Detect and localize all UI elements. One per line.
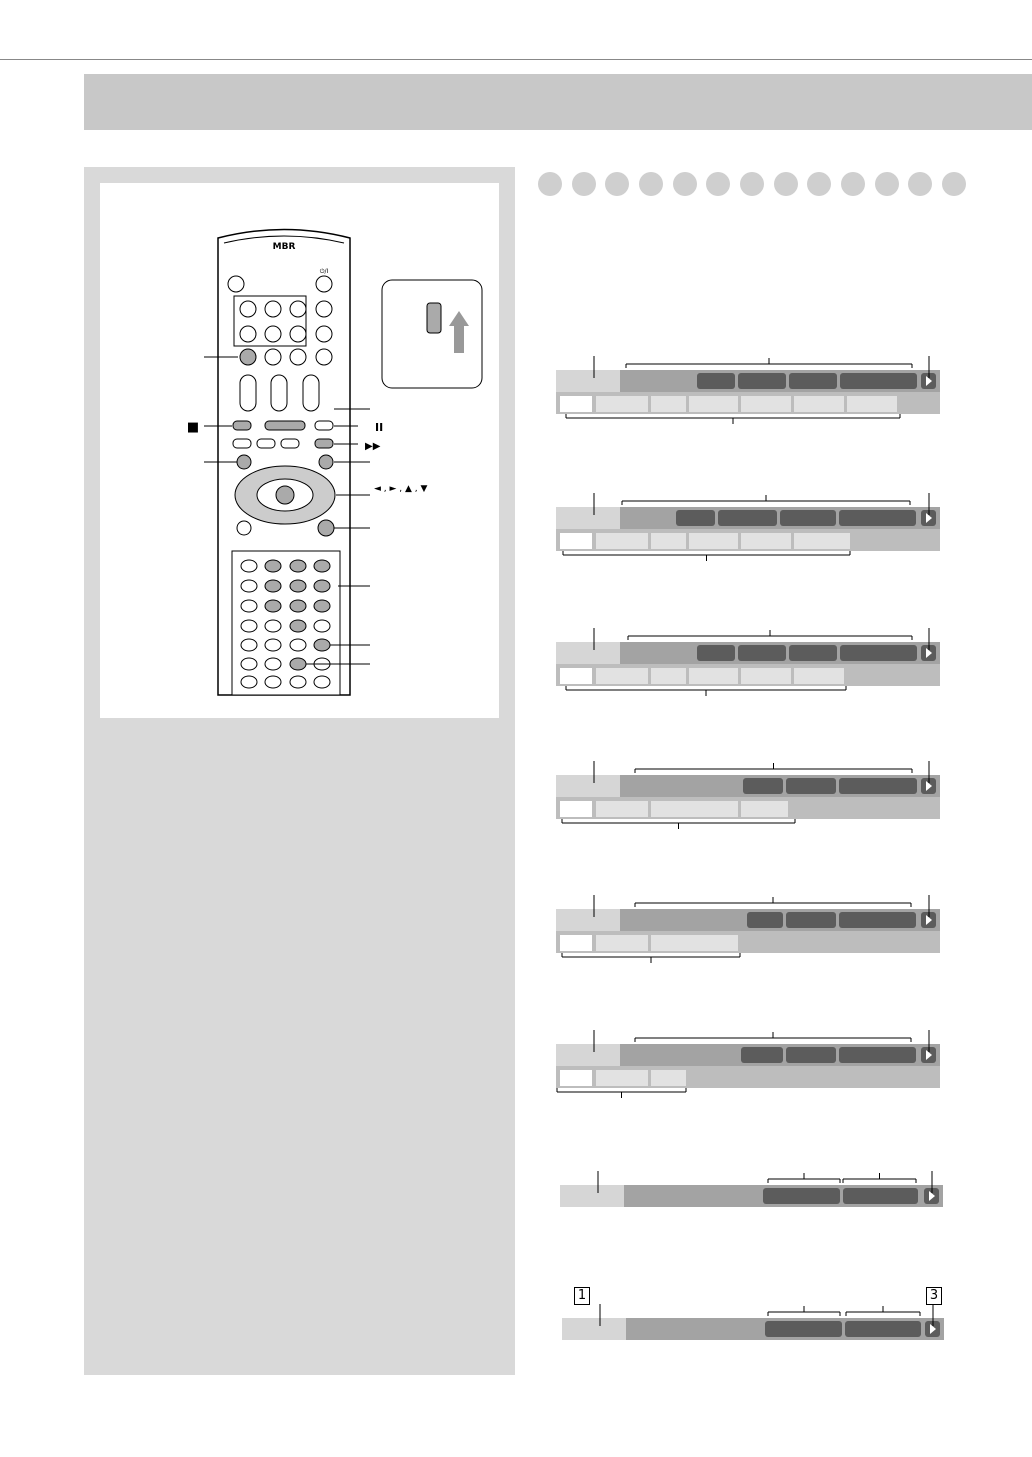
arrows-label: ◄ , ► , ▲ , ▼ (374, 484, 428, 494)
callout-1: 1 (574, 1287, 590, 1305)
ff-label: ▶▶ (365, 441, 381, 452)
brand-logo: MBR (272, 242, 296, 252)
power-label: ⏻/I (319, 268, 329, 275)
stop-label: ■ (186, 420, 200, 435)
callout-3: 3 (926, 1287, 942, 1305)
pause-label: II (375, 421, 384, 434)
